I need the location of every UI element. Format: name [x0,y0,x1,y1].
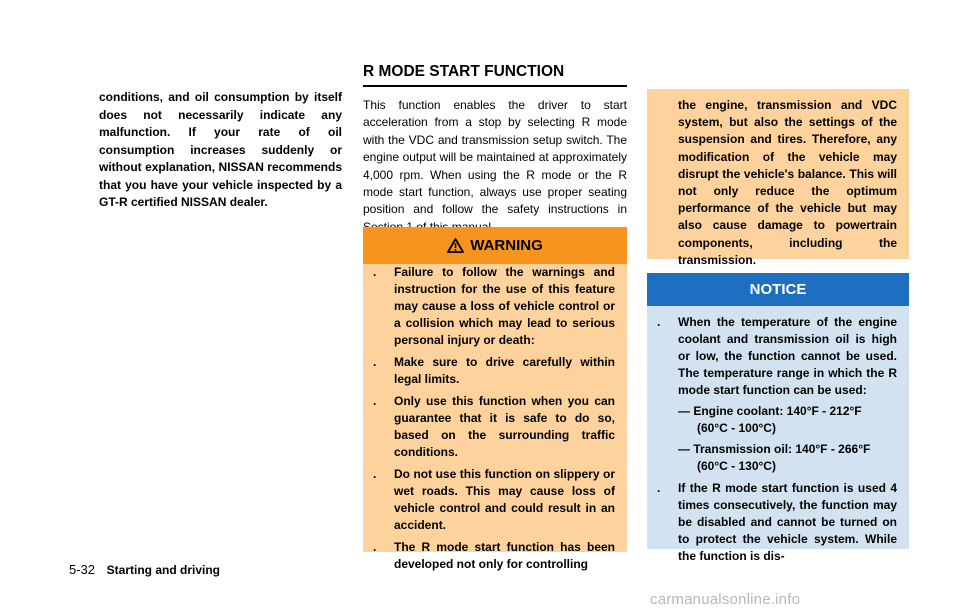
warning-triangle-icon [447,238,464,253]
section-body: This function enables the driver to start acceleration from a stop by selecting R mode with the VDC and transmission setup switch. The engine output will be maintained at approximately 4,000 rpm. When using the R mode or the R mode start function, always use proper seating position and follow the safety instructions in [363,98,627,217]
notice-box [647,273,909,563]
watermark: carmanualsonline.info [650,591,801,608]
section-title: R MODE START FUNCTION [363,62,627,87]
notice-header [647,273,909,306]
list-item: . Failure to follow the warnings and instruction for the use of this feature may cause a loss of vehicle control or a collision which may lead to serious personal injury or death: [373,265,615,347]
notice-list [647,314,909,565]
left-column-text: conditions, and oil consumption by itself does not necessarily indicate any malfunction. If your rate of oil consumption increases suddenly or without explanation, NISSAN recommends that you have your vehicle inspected by a GT-R certified NISSAN dealer. [99,90,342,209]
warning-list [363,264,627,573]
list-item: . When the temperature of the engine coolant and transmission oil is high or low, the function cannot be used. The temperature range in which the R mode start function can be used: — Engine coolant: 140°F - 212°F (60°C - 100°C) — Transmission oil: 140°F - 266°F (60°C - 130°C) [657,315,897,473]
warning-title: WARNING [470,237,543,254]
temperature-range-transmission: — Transmission oil: 140°F - 266°F (60°C - 130°C) [678,442,871,473]
list-item: . If the R mode start function is used 4 times consecutively, the function may be disabled and cannot be turned on to protect the vehicle system. While the function is dis- [657,481,897,563]
list-item: . Do not use this function on slippery or wet roads. This may cause loss of vehicle control and could result in an accident. [373,467,615,532]
list-item: . The R mode start function has been developed not only for controlling [373,540,615,571]
list-item: . Only use this function when you can guarantee that it is safe to do so, based on the surrounding traffic conditions. [373,394,615,459]
footer-section-name: Starting and driving [106,563,220,577]
page-number: 5-32 [69,562,96,577]
warning-box [363,227,627,571]
warning-header [363,227,627,264]
notice-title: NOTICE [749,281,807,298]
page-footer [69,562,220,578]
list-item: . Make sure to drive carefully within legal limits. [373,355,615,386]
temperature-range-engine: — Engine coolant: 140°F - 212°F (60°C - 100°C) [678,404,862,435]
warning-continuation: the engine, transmission and VDC system, but also the settings of the suspension and tires. Therefore, any modification of the vehicle may disrupt the vehicle's balance. This will not only reduce the optimum performance of the vehicle but may also cause damage to powertrain components, including the transmission. [647,89,909,259]
